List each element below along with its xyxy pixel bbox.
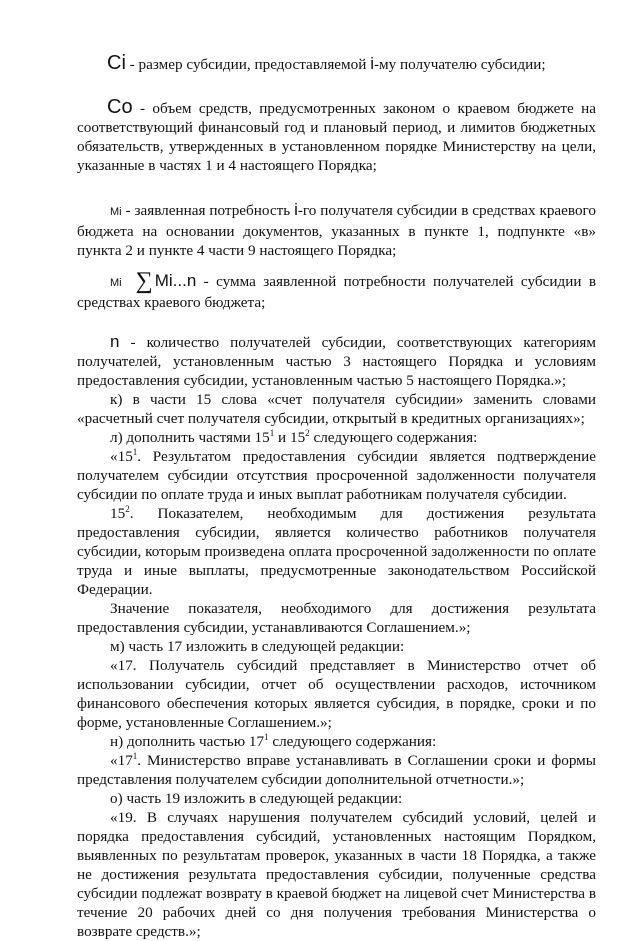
definition-sum: Mi ∑ Mi...n - сумма заявленной потребности получателей субсидии в средствах краевого бюджета; xyxy=(77,268,596,311)
document-page xyxy=(77,54,596,941)
symbol-mi: Mi xyxy=(110,206,122,218)
definition-n: n - количество получателей субсидии, соответствующих категориям получателей, установленным частью 3 настоящего Порядка и условиям предоставления субсидии, установленным частью 5 настоящего Порядка.»; xyxy=(77,332,596,389)
section-19: «19. В случаях нарушения получателем субсидий условий, целей и порядка предоставления субсидий, установленных настоящим Порядком, выявленных по результатам проверок, указанных в части 18 Порядка, а также не достижения результата предоставления субсидии, полученные средства субсидии подлежат возврату в краевой бюджет на лицевой счет Министерства в течение 20 рабочих дней со дня получения требования Министерства о возврате средств.»; xyxy=(77,809,596,940)
section-17: «17. Получатель субсидий представляет в Министерство отчет об использовании субсидии, отчет об осуществлении расходов, источником финансового обеспечения которых является субсидия, в порядке, сроки и по форме, установленные Соглашением.»; xyxy=(77,657,596,731)
paragraph-m: м) часть 17 изложить в следующей редакции: xyxy=(110,638,405,655)
paragraph-n: н) дополнить частью $17^1$ следующего содержания: xyxy=(110,731,437,750)
indicator-value-paragraph: Значение показателя, необходимого для достижения результата предоставления субсидии, устанавливаются Соглашением.»; xyxy=(77,600,596,636)
section-15-2: $15^2$. Показателем, необходимым для достижения результата предоставления субсидии, является количество работников получателя субсидии, которым произведена оплата просроченной задолженности по оплате труда и иные выплаты, предусмотренные законодательством Российской Федерации. xyxy=(77,503,596,598)
section-17-1: «$17^1$. Министерство вправе устанавливать в Соглашении сроки и формы представления получателем субсидии дополнительной отчетности.»; xyxy=(77,750,596,788)
symbol-i: i xyxy=(294,200,298,219)
sum-expression: Mi...n xyxy=(154,271,197,290)
symbol-n: n xyxy=(110,332,120,351)
symbol-ci: Ci xyxy=(107,52,126,74)
definition-co: Co - объем средств, предусмотренных законом о краевом бюджете на соответствующий финансовый год и плановый период, и лимитов бюджетных обязательств, утвержденных в установленном порядке Министерству на цели, указанные в частях 1 и 4 настоящего Порядка; xyxy=(77,96,596,174)
definition-mi: Mi - заявленная потребность i-го получателя субсидии в средствах краевого бюджета на основании документов, указанных в пункте 1, подпункте «в» пункта 2 и пункте 4 части 9 настоящего Порядка; xyxy=(77,200,597,259)
paragraph-k: к) в части 15 слова «счет получателя субсидии» заменить словами «расчетный счет получателя субсидии, открытый в кредитных организациях»; xyxy=(77,391,596,427)
paragraph-l: л) дополнить частями $15^1$ и $15^2$ следующего содержания: xyxy=(110,427,478,446)
definition-ci: Ci - размер субсидии, предоставляемой i-му получателю субсидии; xyxy=(107,52,546,74)
symbol-co: Co xyxy=(107,96,133,118)
symbol-i: i xyxy=(370,54,374,73)
section-15-1: «$15^1$. Результатом предоставления субсидии является подтверждение получателем субсидии отсутствия просроченной задолженности получателя субсидии по оплате труда и иных выплат работникам получателя субсидии. xyxy=(77,446,596,503)
paragraph-o: о) часть 19 изложить в следующей редакции: xyxy=(110,790,403,807)
symbol-mi: Mi xyxy=(110,277,122,289)
sigma-symbol: ∑ xyxy=(135,268,153,294)
